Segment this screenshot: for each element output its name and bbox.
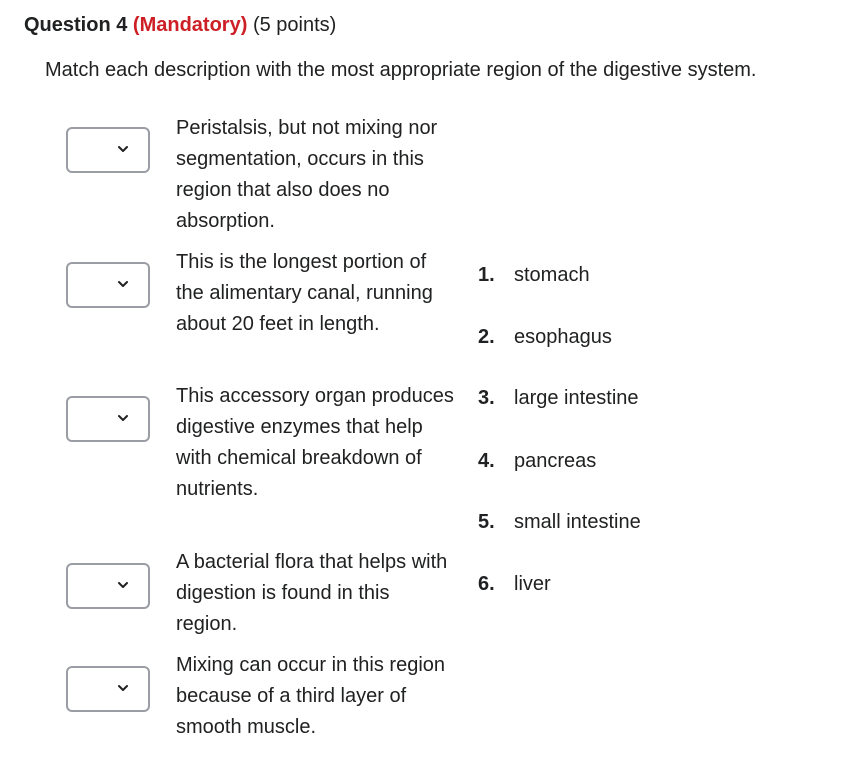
chevron-down-icon (116, 277, 130, 291)
chevron-down-icon (116, 142, 130, 156)
choice-item (478, 264, 590, 287)
choice-label: stomach (514, 264, 590, 286)
choice-item (478, 450, 596, 473)
description-4: A bacterial flora that helps with digestion is found in this region. (176, 551, 448, 635)
choice-label: esophagus (514, 326, 612, 348)
question-title (24, 14, 336, 37)
choice-number: 6. (478, 573, 495, 595)
question-number: Question 4 (24, 14, 128, 36)
choice-label: small intestine (514, 511, 641, 533)
chevron-down-icon (116, 578, 130, 592)
choice-number: 2. (478, 326, 495, 348)
description-2: This is the longest portion of the alimentary canal, running about 20 feet in length. (176, 251, 433, 335)
choice-label: large intestine (514, 387, 639, 409)
match-select-4[interactable] (66, 563, 150, 609)
choice-item (478, 573, 551, 596)
choice-number: 1. (478, 264, 495, 286)
choice-label: liver (514, 573, 551, 595)
choice-item (478, 511, 641, 534)
question-instructions: Match each description with the most appropriate region of the digestive system. (45, 59, 757, 81)
choice-number: 4. (478, 450, 495, 472)
chevron-down-icon (116, 411, 130, 425)
choice-item (478, 387, 639, 410)
chevron-down-icon (116, 681, 130, 695)
choice-number: 5. (478, 511, 495, 533)
match-select-5[interactable] (66, 666, 150, 712)
choice-label: pancreas (514, 450, 597, 472)
choice-number: 3. (478, 387, 495, 409)
description-1: Peristalsis, but not mixing nor segmentation, occurs in this region that also does no absorption. (176, 117, 438, 232)
match-select-2[interactable] (66, 262, 150, 308)
description-3: This accessory organ produces digestive enzymes that help with chemical breakdown of nutrients. (176, 385, 454, 500)
match-select-1[interactable] (66, 127, 150, 173)
choice-item (478, 326, 612, 349)
mandatory-label: (Mandatory) (132, 14, 248, 36)
description-5: Mixing can occur in this region because of a third layer of smooth muscle. (176, 654, 446, 738)
match-select-3[interactable] (66, 396, 150, 442)
points-label: (5 points) (252, 14, 337, 36)
